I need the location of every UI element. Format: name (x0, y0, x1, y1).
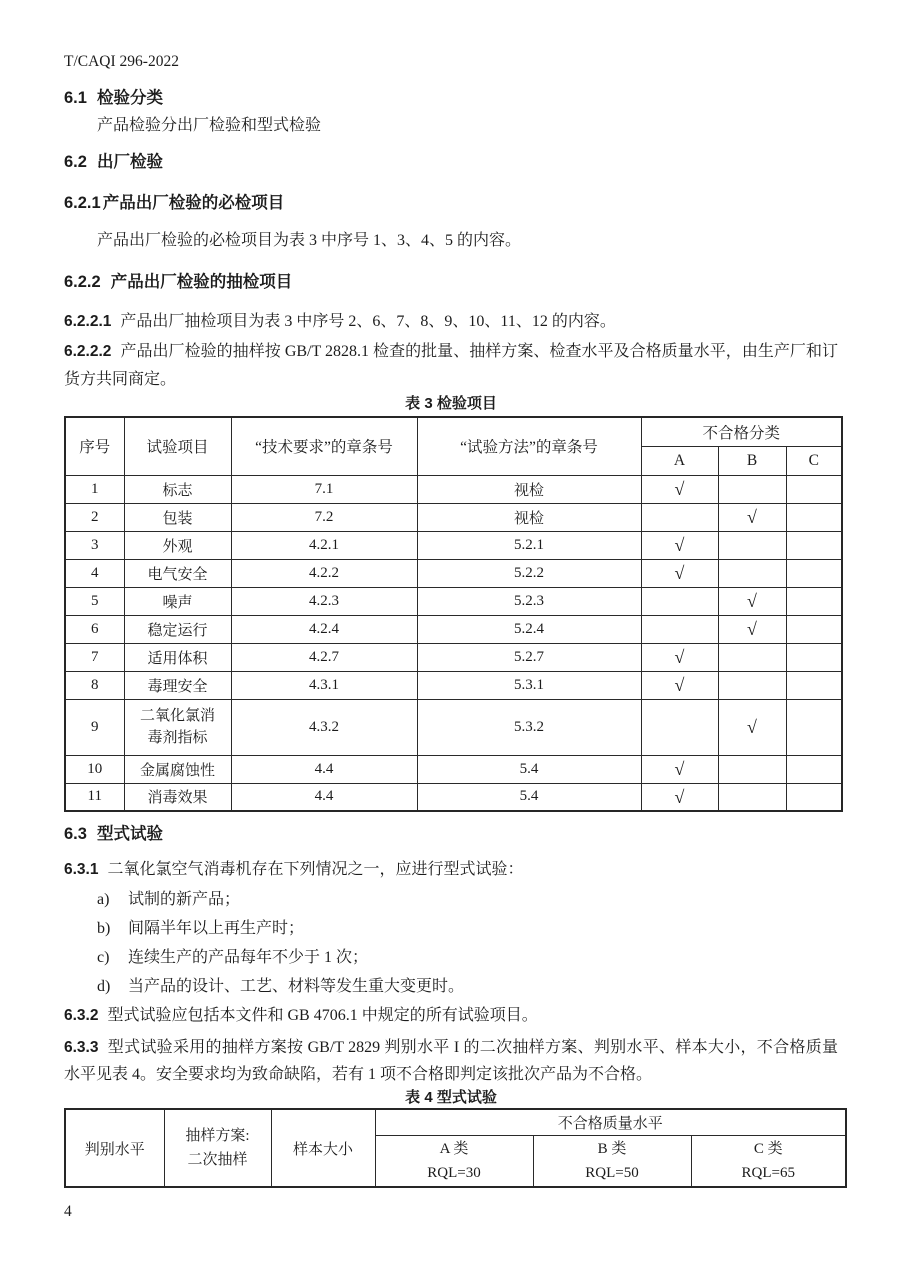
col-header-sample-size: 样本大小 (271, 1109, 375, 1187)
cell-item: 外观 (124, 531, 231, 559)
heading-6-2-1 (64, 193, 838, 214)
list-item-c (64, 947, 838, 969)
cell-tech: 7.1 (231, 475, 417, 503)
class-a-label: A 类 (439, 1140, 469, 1157)
cell-no: 6 (65, 615, 124, 643)
paragraph-text: 型式试验应包括本文件和 GB 4706.1 中规定的所有试验项目。 (107, 1007, 538, 1024)
cell-class-b-rql (533, 1135, 691, 1187)
doc-code: T/CAQI 296-2022 (64, 53, 179, 70)
table-4-type-test (64, 1108, 847, 1188)
cell-class-c (786, 615, 842, 643)
sampling-plan-line2: 二次抽样 (187, 1152, 248, 1168)
paragraph-6-2-1: 产品出厂检验的必检项目为表 3 中序号 1、3、4、5 的内容。 (97, 232, 522, 249)
paragraph-text: 二氧化氯空气消毒机存在下列情况之一，应进行型式试验： (107, 861, 524, 878)
cell-method: 5.2.3 (417, 587, 641, 615)
table-row (65, 587, 842, 615)
cell-item: 电气安全 (124, 559, 231, 587)
table-header-row (65, 417, 842, 446)
table-row (65, 699, 842, 755)
cell-class-c-rql (691, 1135, 846, 1187)
cell-class-b (718, 559, 786, 587)
cell-no: 2 (65, 503, 124, 531)
table-row (65, 783, 842, 811)
cell-no: 3 (65, 531, 124, 559)
cell-class-a: √ (641, 643, 718, 671)
cell-class-a-rql (375, 1135, 533, 1187)
cell-item: 消毒效果 (124, 783, 231, 811)
cell-no: 9 (65, 699, 124, 755)
list-item-b (64, 918, 838, 940)
cell-class-b: √ (718, 503, 786, 531)
table-row (65, 755, 842, 783)
cell-item: 标志 (124, 475, 231, 503)
cell-class-a (641, 503, 718, 531)
cell-tech: 4.2.1 (231, 531, 417, 559)
cell-item: 噪声 (124, 587, 231, 615)
table-row (65, 531, 842, 559)
col-header-class-a: A (641, 446, 718, 475)
cell-no: 4 (65, 559, 124, 587)
cell-no: 10 (65, 755, 124, 783)
paragraph-6-3-3 (64, 1034, 838, 1088)
cell-item: 毒理安全 (124, 671, 231, 699)
cell-tech: 4.2.2 (231, 559, 417, 587)
class-a-rql: RQL=30 (427, 1164, 481, 1181)
table-row (65, 503, 842, 531)
table-row (65, 475, 842, 503)
paragraph-6-3-1 (64, 859, 838, 881)
paragraph-6-3-2 (64, 1005, 838, 1027)
cell-tech: 4.4 (231, 783, 417, 811)
cell-class-b (718, 783, 786, 811)
cell-class-c (786, 503, 842, 531)
cell-class-c (786, 531, 842, 559)
cell-no: 7 (65, 643, 124, 671)
cell-class-a (641, 587, 718, 615)
list-item-text: 试制的新产品； (128, 891, 241, 908)
paragraph-6-2-2-2 (64, 338, 838, 394)
heading-title: 出厂检验 (96, 153, 163, 171)
paragraph-6-1: 产品检验分出厂检验和型式检验 (97, 117, 322, 134)
cell-class-c (786, 699, 842, 755)
cell-class-a: √ (641, 559, 718, 587)
table-row (65, 615, 842, 643)
cell-tech: 7.2 (231, 503, 417, 531)
list-marker: a) (97, 891, 110, 908)
table-4-caption: 表 4 型式试验 (405, 1089, 497, 1106)
paragraph-text: 产品出厂抽检项目为表 3 中序号 2、6、7、8、9、10、11、12 的内容。 (120, 313, 616, 330)
clause-number: 6.3.2 (64, 1007, 99, 1024)
clause-number: 6.3 (64, 825, 87, 843)
cell-tech: 4.2.4 (231, 615, 417, 643)
cell-tech: 4.2.3 (231, 587, 417, 615)
class-b-label: B 类 (597, 1140, 627, 1157)
table-row (65, 559, 842, 587)
cell-method: 5.3.1 (417, 671, 641, 699)
cell-class-a: √ (641, 475, 718, 503)
cell-class-c (786, 559, 842, 587)
cell-class-a: √ (641, 783, 718, 811)
col-header-quality-level: 不合格质量水平 (375, 1109, 846, 1135)
class-c-label: C 类 (753, 1140, 783, 1157)
col-header-method-clause: “试验方法”的章条号 (417, 417, 641, 475)
cell-tech: 4.4 (231, 755, 417, 783)
clause-number: 6.2.2.2 (64, 343, 112, 360)
cell-tech: 4.3.2 (231, 699, 417, 755)
list-item-text: 连续生产的产品每年不少于 1 次； (128, 949, 369, 966)
cell-method: 5.2.7 (417, 643, 641, 671)
col-header-class-b: B (718, 446, 786, 475)
table-header-row (65, 1109, 846, 1135)
heading-6-2 (64, 152, 838, 173)
col-header-sampling-plan (164, 1109, 271, 1187)
heading-title: 产品出厂检验的抽检项目 (110, 273, 293, 291)
clause-number: 6.3.1 (64, 861, 99, 878)
cell-method: 5.4 (417, 755, 641, 783)
col-header-tech-clause: “技术要求”的章条号 (231, 417, 417, 475)
clause-number: 6.3.3 (64, 1039, 99, 1056)
heading-title: 型式试验 (96, 825, 163, 843)
heading-6-2-2 (64, 272, 838, 293)
cell-class-b: √ (718, 615, 786, 643)
cell-class-b (718, 643, 786, 671)
table-row (65, 643, 842, 671)
col-header-defect-class: 不合格分类 (641, 417, 842, 446)
cell-class-b: √ (718, 587, 786, 615)
cell-item-text: 二氧化氯消毒剂指标 (139, 708, 215, 746)
list-marker: d) (97, 978, 111, 995)
heading-6-3 (64, 824, 838, 845)
cell-no: 1 (65, 475, 124, 503)
cell-class-c (786, 587, 842, 615)
cell-no: 5 (65, 587, 124, 615)
table-3-caption: 表 3 检验项目 (405, 395, 497, 412)
heading-title: 检验分类 (96, 89, 163, 107)
cell-class-a: √ (641, 755, 718, 783)
list-item-text: 间隔半年以上再生产时； (128, 920, 305, 937)
cell-class-c (786, 475, 842, 503)
cell-method: 5.3.2 (417, 699, 641, 755)
cell-class-b (718, 531, 786, 559)
list-marker: b) (97, 920, 111, 937)
sampling-plan-line1: 抽样方案: (185, 1128, 250, 1144)
clause-number: 6.2.1 (64, 194, 101, 212)
clause-number: 6.2.2.1 (64, 313, 112, 330)
paragraph-text: 型式试验采用的抽样方案按 GB/T 2829 判别水平 I 的二次抽样方案、判别水平、样本大小，不合格质量水平见表 4。安全要求均为致命缺陷，若有 1 项不合格即判定该批次产品为不合格。 (64, 1039, 838, 1083)
col-header-judge-level: 判别水平 (65, 1109, 164, 1187)
heading-6-1 (64, 88, 838, 109)
cell-class-b (718, 671, 786, 699)
paragraph-text: 产品出厂检验的抽样按 GB/T 2828.1 检查的批量、抽样方案、检查水平及合格质量水平，由生产厂和订货方共同商定。 (64, 343, 838, 388)
cell-class-a (641, 699, 718, 755)
list-6-3-1 (64, 889, 838, 998)
cell-class-c (786, 643, 842, 671)
class-b-rql: RQL=50 (585, 1164, 639, 1181)
cell-class-c (786, 755, 842, 783)
cell-method: 5.2.4 (417, 615, 641, 643)
cell-item: 稳定运行 (124, 615, 231, 643)
table-row (65, 671, 842, 699)
cell-item (124, 699, 231, 755)
cell-class-a: √ (641, 531, 718, 559)
cell-method: 视检 (417, 503, 641, 531)
list-item-text: 当产品的设计、工艺、材料等发生重大变更时。 (128, 978, 465, 995)
list-marker: c) (97, 949, 110, 966)
cell-method: 5.2.1 (417, 531, 641, 559)
heading-title: 产品出厂检验的必检项目 (102, 194, 285, 212)
clause-number: 6.1 (64, 89, 87, 107)
cell-item: 包装 (124, 503, 231, 531)
cell-class-c (786, 783, 842, 811)
cell-class-b (718, 755, 786, 783)
col-header-item: 试验项目 (124, 417, 231, 475)
cell-no: 11 (65, 783, 124, 811)
cell-method: 5.2.2 (417, 559, 641, 587)
cell-class-a: √ (641, 671, 718, 699)
list-item-a (64, 889, 838, 911)
cell-class-b (718, 475, 786, 503)
cell-item: 金属腐蚀性 (124, 755, 231, 783)
cell-no: 8 (65, 671, 124, 699)
cell-item: 适用体积 (124, 643, 231, 671)
cell-tech: 4.2.7 (231, 643, 417, 671)
table-3-inspection-items (64, 416, 843, 812)
col-header-no: 序号 (65, 417, 124, 475)
cell-class-c (786, 671, 842, 699)
cell-tech: 4.3.1 (231, 671, 417, 699)
list-item-d (64, 976, 838, 998)
paragraph-6-2-2-1 (64, 311, 838, 333)
cell-method: 视检 (417, 475, 641, 503)
clause-number: 6.2.2 (64, 273, 101, 291)
col-header-class-c: C (786, 446, 842, 475)
cell-class-b: √ (718, 699, 786, 755)
class-c-rql: RQL=65 (741, 1164, 795, 1181)
clause-number: 6.2 (64, 153, 87, 171)
page-number: 4 (64, 1203, 72, 1220)
cell-method: 5.4 (417, 783, 641, 811)
cell-class-a (641, 615, 718, 643)
